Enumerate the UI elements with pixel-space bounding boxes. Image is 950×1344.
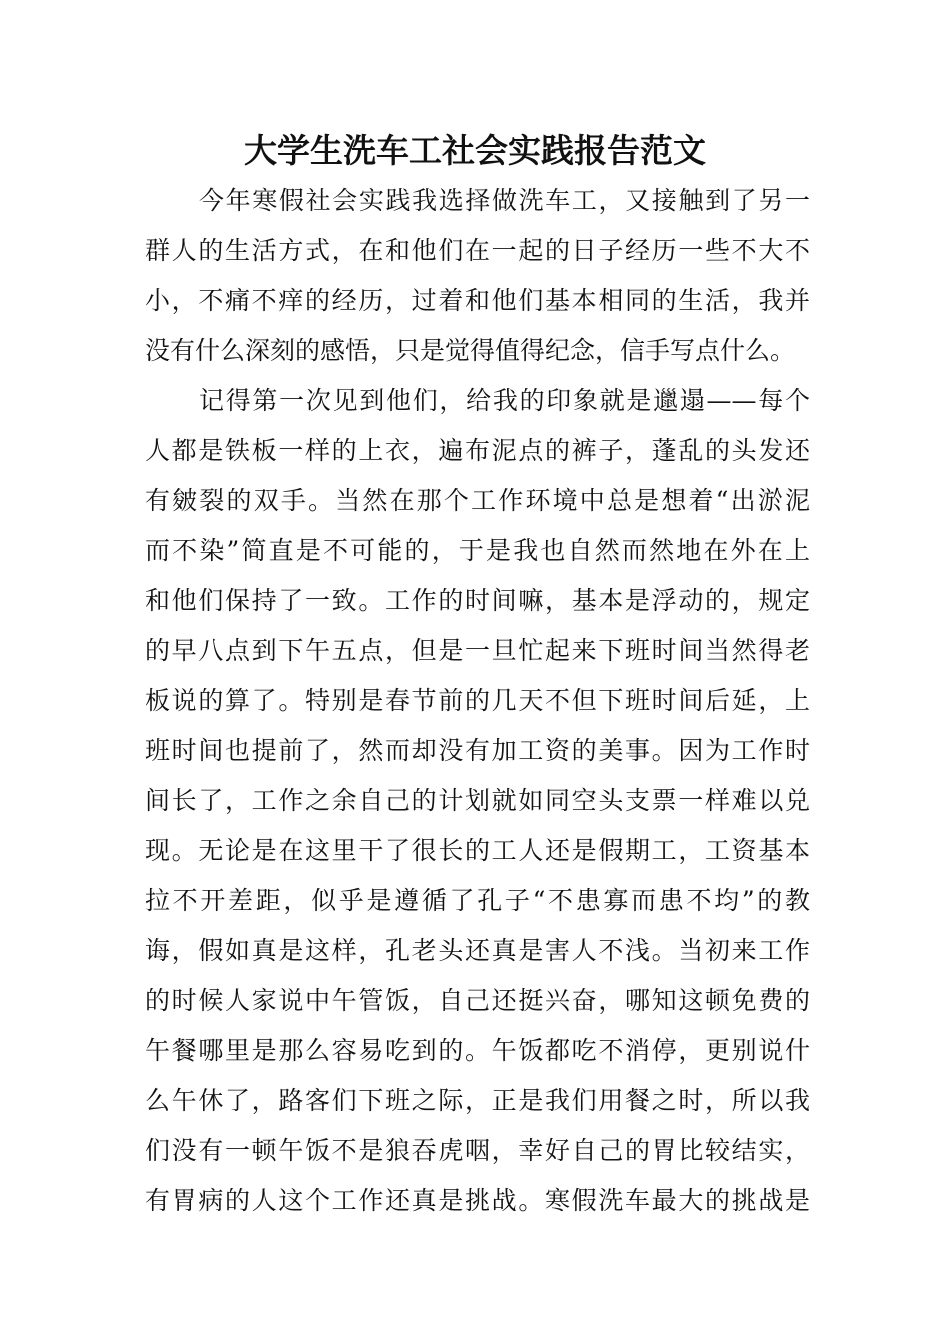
- document-title: 大学生洗车工社会实践报告范文: [244, 131, 706, 170]
- paragraph-2-line-15: 么午休了，路客们下班之际，正是我们用餐之时，所以我: [145, 1086, 810, 1115]
- paragraph-1-line-2: 群人的生活方式，在和他们在一起的日子经历一些不大不: [145, 236, 810, 265]
- paragraph-2-line-1: 记得第一次见到他们，给我的印象就是邋遢——每个: [199, 386, 810, 415]
- paragraph-2-line-12: 诲，假如真是这样，孔老头还真是害人不浅。当初来工作: [145, 936, 810, 965]
- paragraph-2-line-11: 拉不开差距，似乎是遵循了孔子“不患寡而患不均”的教: [145, 886, 810, 915]
- paragraph-1-line-3: 小，不痛不痒的经历，过着和他们基本相同的生活，我并: [145, 286, 810, 315]
- paragraph-2-line-8: 班时间也提前了，然而却没有加工资的美事。因为工作时: [145, 736, 810, 765]
- paragraph-2-line-7: 板说的算了。特别是春节前的几天不但下班时间后延，上: [145, 686, 810, 715]
- paragraph-2-line-14: 午餐哪里是那么容易吃到的。午饭都吃不消停，更别说什: [145, 1036, 810, 1065]
- paragraph-2-line-16: 们没有一顿午饭不是狼吞虎咽，幸好自己的胃比较结实，: [145, 1136, 810, 1165]
- paragraph-2-line-5: 和他们保持了一致。工作的时间嘛，基本是浮动的，规定: [145, 586, 810, 615]
- paragraph-2-line-17: 有胃病的人这个工作还真是挑战。寒假洗车最大的挑战是: [145, 1186, 810, 1215]
- paragraph-2-line-4: 而不染”简直是不可能的，于是我也自然而然地在外在上: [145, 536, 810, 565]
- document-body: [145, 176, 810, 1226]
- paragraph-2-line-3: 有皴裂的双手。当然在那个工作环境中总是想着“出淤泥: [145, 486, 810, 515]
- paragraph-1-line-1: 今年寒假社会实践我选择做洗车工，又接触到了另一: [199, 186, 810, 215]
- paragraph-1-line-4: 没有什么深刻的感悟，只是觉得值得纪念，信手写点什么。: [145, 336, 796, 365]
- paragraph-2-line-10: 现。无论是在这里干了很长的工人还是假期工，工资基本: [145, 836, 810, 865]
- paragraph-2-line-6: 的早八点到下午五点，但是一旦忙起来下班时间当然得老: [145, 636, 810, 665]
- paragraph-2-line-2: 人都是铁板一样的上衣，遍布泥点的裤子，蓬乱的头发还: [145, 436, 810, 465]
- paragraph-2-line-9: 间长了，工作之余自己的计划就如同空头支票一样难以兑: [145, 786, 810, 815]
- paragraph-2-line-13: 的时候人家说中午管饭，自己还挺兴奋，哪知这顿免费的: [145, 986, 810, 1015]
